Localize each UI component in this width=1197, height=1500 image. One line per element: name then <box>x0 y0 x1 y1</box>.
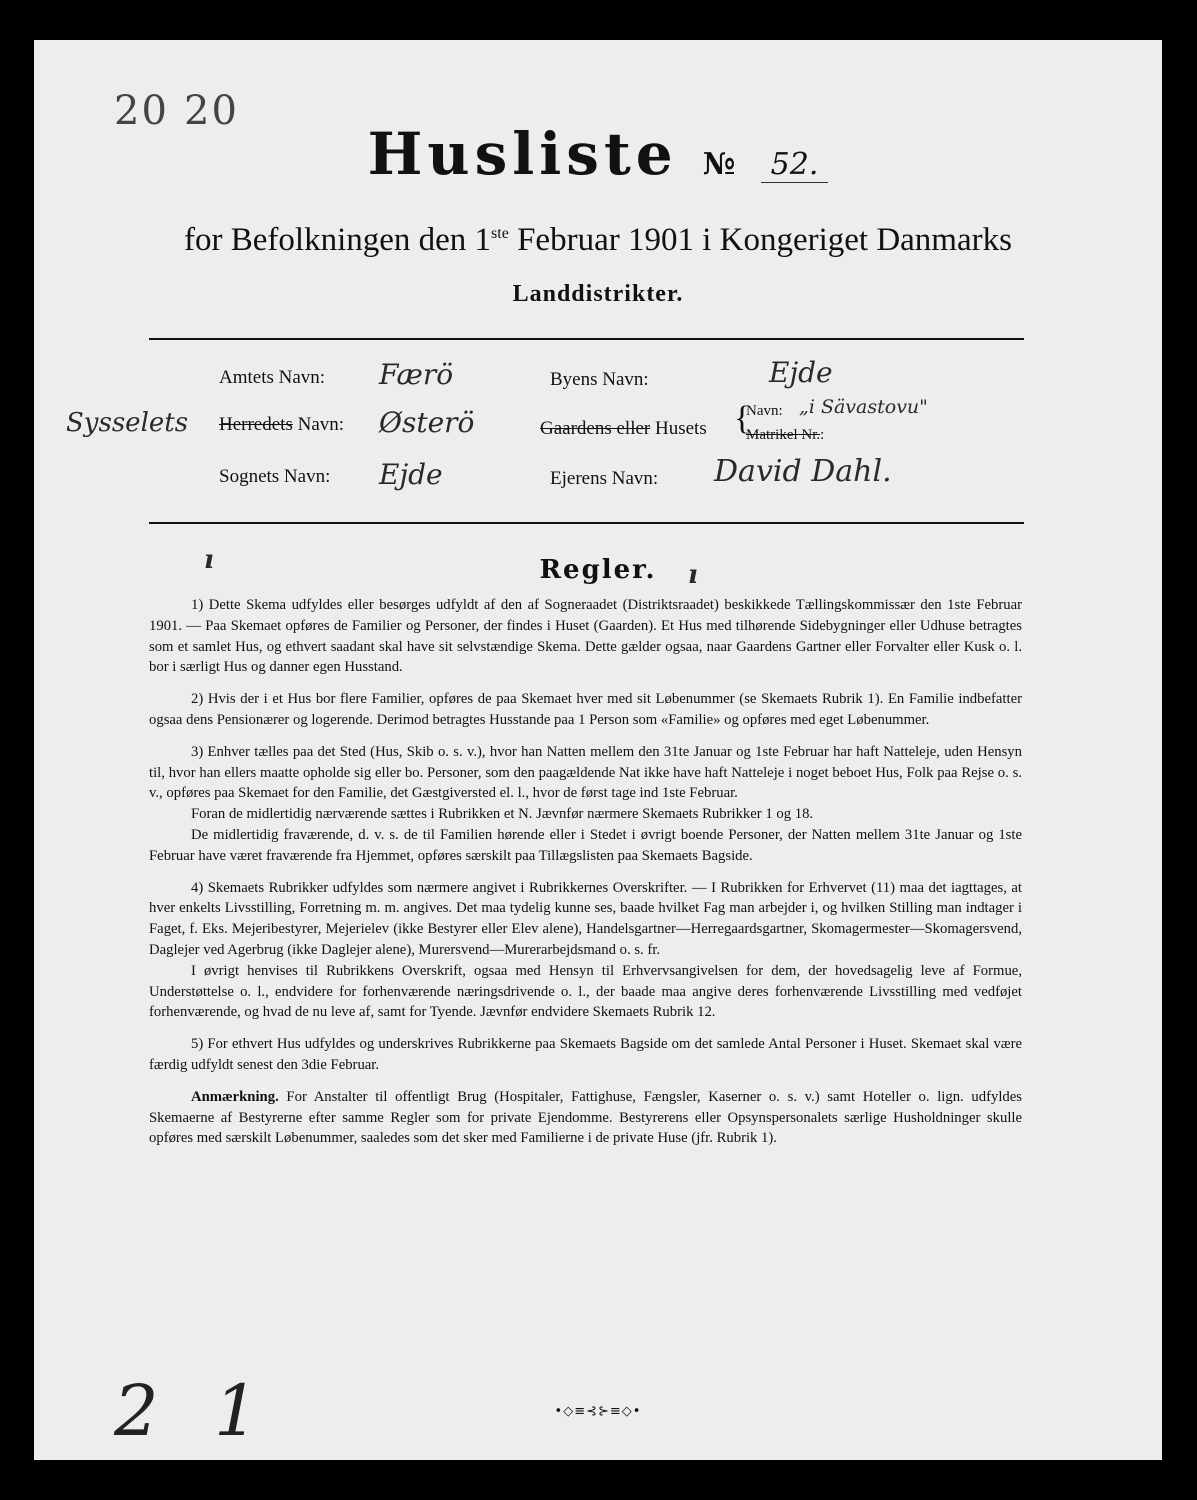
subtitle-part-1: for Befolkningen den 1 <box>184 222 492 258</box>
pencil-tick-right: ı <box>688 560 698 590</box>
archive-stamp-number-a: 20 <box>114 88 169 134</box>
annotation-label: Anmærkning. <box>191 1088 279 1105</box>
sogn-label: Sognets Navn: <box>219 466 331 487</box>
amt-label: Amtets Navn: <box>219 367 326 388</box>
sogn-value: Ejde <box>379 458 443 491</box>
pencil-mark-right: 1 <box>214 1370 259 1452</box>
matrikel-label-struck: Matrikel Nr. <box>746 427 821 443</box>
rules-body <box>149 595 1022 1160</box>
rule-2-text: 2) Hvis der i et Hus bor flere Familier, opføres de paa Skemaet hver med sit Løbenummer (se Skemaets Rubrik 1). En Familie indbefatter ogsaa dens Pensionærer og logerende. Derimod betragtes Husstande paa 1 Person som «Familie» og opføres med eget Løbenummer. <box>149 691 1022 728</box>
huset-brace: { <box>734 400 751 437</box>
census-form-page <box>34 40 1162 1460</box>
huset-label <box>540 418 707 440</box>
rule-3-text: 3) Enhver tælles paa det Sted (Hus, Skib o. s. v.), hvor han Natten mellem den 31te Januar og 1ste Februar har haft Natteleje, uden Hensyn til, hvor han ellers maatte opholde sig eller bo. Personer, som den paagældende Nat ikke have haft Natteleje i noget beboet Hus, Folk paa Rejse o. s. v., opføres paa Skemaet for den Familie, det Gæstgiversted el. l., hvor de først tage ind 1ste Februar. <box>149 743 1022 802</box>
matrikel-colon: : <box>820 427 825 443</box>
rule-3 <box>149 742 1022 804</box>
form-number: 52. <box>761 147 829 183</box>
huset-label-text: Husets <box>655 418 707 439</box>
rule-3b-text: Foran de midlertidig nærværende sættes i Rubrikken et N. Jævnfør nærmere Skemaets Rubrikker 1 og 18. <box>191 806 814 823</box>
rule-3b <box>149 804 1022 825</box>
by-label: Byens Navn: <box>550 369 649 390</box>
rule-4b <box>149 961 1022 1023</box>
herred-margin-note: Sysselets <box>66 408 189 438</box>
rule-4 <box>149 878 1022 961</box>
ejer-value: David Dahl. <box>714 454 892 489</box>
amt-value: Færö <box>379 358 454 391</box>
ejer-label: Ejerens Navn: <box>550 468 659 489</box>
top-divider <box>149 338 1024 340</box>
herred-label <box>219 414 344 436</box>
pencil-tick-left: ı <box>204 545 214 575</box>
herred-value: Østerö <box>379 406 475 439</box>
subtitle-part-2: Februar 1901 i Kongeriget Danmarks <box>508 222 1012 258</box>
gaard-label-struck: Gaardens eller <box>540 418 651 439</box>
herred-label-struck: Herredets <box>219 414 293 435</box>
by-value: Ejde <box>769 356 833 389</box>
rule-4b-text: I øvrigt henvises til Rubrikkens Overskrift, ogsaa med Hensyn til Erhvervsangivelsen for dem, der hovedsagelig leve af Formue, Understøttelse o. l., endvidere for forhenværende næringsdrivende o. l., der baade maa angive deres forhenværende Livsstilling med vedføjet forhenværende, og hvad de nu leve af, samt for Tyende. Jævnfør endvidere Skemaets Rubrik 12. <box>149 962 1022 1021</box>
matrikel-label <box>746 427 824 444</box>
navn-value: „i Sävastovu" <box>799 396 928 418</box>
rule-4-text: 4) Skemaets Rubrikker udfyldes som nærmere angivet i Rubrikkernes Overskrifter. — I Rubrikken for Erhvervet (11) maa det iagttages, at hver enkelts Livsstilling, Forretning m. m. angives. Det maa tydelig kunne ses, baade hvilket Fag man arbejder i, og hvilken Stilling man indtager i Faget, f. Eks. Mejeribestyrer, Mejerielev (ikke Bestyrer eller Elev alene), Handelsgartner—Herregaardsgartner, Skomagermester—Skomagersvend, Daglejer ved Agerbrug (ikke Daglejer alene), Murersvend—Murerarbejdsmand o. s. fr. <box>149 879 1022 958</box>
rule-5-text: 5) For ethvert Hus udfyldes og underskrives Rubrikkerne paa Skemaets Bagside om det samlede Antal Personer i Huset. Skemaet skal være færdig udfyldt senest den 3die Februar. <box>149 1036 1022 1073</box>
subtitle-superscript: ste <box>491 225 509 242</box>
rule-2 <box>149 689 1022 731</box>
rule-3c-text: De midlertidig fraværende, d. v. s. de til Familien hørende eller i Stedet i øvrigt boende Personer, der Natten mellem 31te Januar og 1ste Februar have været fraværende fra Hjemmet, opføres særskilt paa Tillægslisten paa Skemaets Bagside. <box>149 826 1022 864</box>
rule-1 <box>149 595 1022 678</box>
rule-3c <box>149 825 1022 867</box>
annotation <box>149 1087 1022 1149</box>
navn-label: Navn: <box>746 403 783 419</box>
title-text: Husliste <box>367 120 678 188</box>
rule-1-text: 1) Dette Skema udfyldes eller besørges udfyldt af den af Sogneraadet (Distriktsraadet) beskikkede Tællingskommissær den 1ste Februar 1901. — Paa Skemaet opføres de Familier og Personer, der findes i Huset (Gaarden). Et Hus med tilhørende Sidebygninger eller Udhuse betragtes som et samlet Hus, og ethvert saadant skal have sit selvstændige Skema. Dette gælder ogsaa, naar Gaardens Gartner eller Forvalter eller Kusk o. l. bor i særligt Hus og danner egen Husstand. <box>149 597 1022 676</box>
herred-label-text: Navn: <box>297 414 345 435</box>
annotation-text: For Anstalter til offentligt Brug (Hospitaler, Fattighuse, Fængsler, Kaserner o. s. v.) samt Hoteller o. lign. udfyldes Skemaerne af Bestyrerne efter samme Regler som for private Ejendomme. Bestyrerens eller Opsynspersonalets særlige Husholdninger skulle opføres med særskilt Løbenummer, saaledes som det sker med Familierne i de private Huse (jfr. Rubrik 1). <box>149 1088 1022 1147</box>
ornament-divider: •◇≡⊰⊱≡◇• <box>554 1404 642 1419</box>
form-subtitle <box>34 222 1162 259</box>
archive-stamp-number-b: 20 <box>184 88 239 134</box>
middle-divider <box>149 522 1024 524</box>
rule-5 <box>149 1034 1022 1076</box>
pencil-mark-left: 2 <box>114 1370 159 1452</box>
rules-heading: Regler. <box>539 555 657 585</box>
form-title <box>34 120 1162 188</box>
district-heading: Landdistrikter. <box>512 281 684 307</box>
number-prefix: № <box>702 147 736 182</box>
